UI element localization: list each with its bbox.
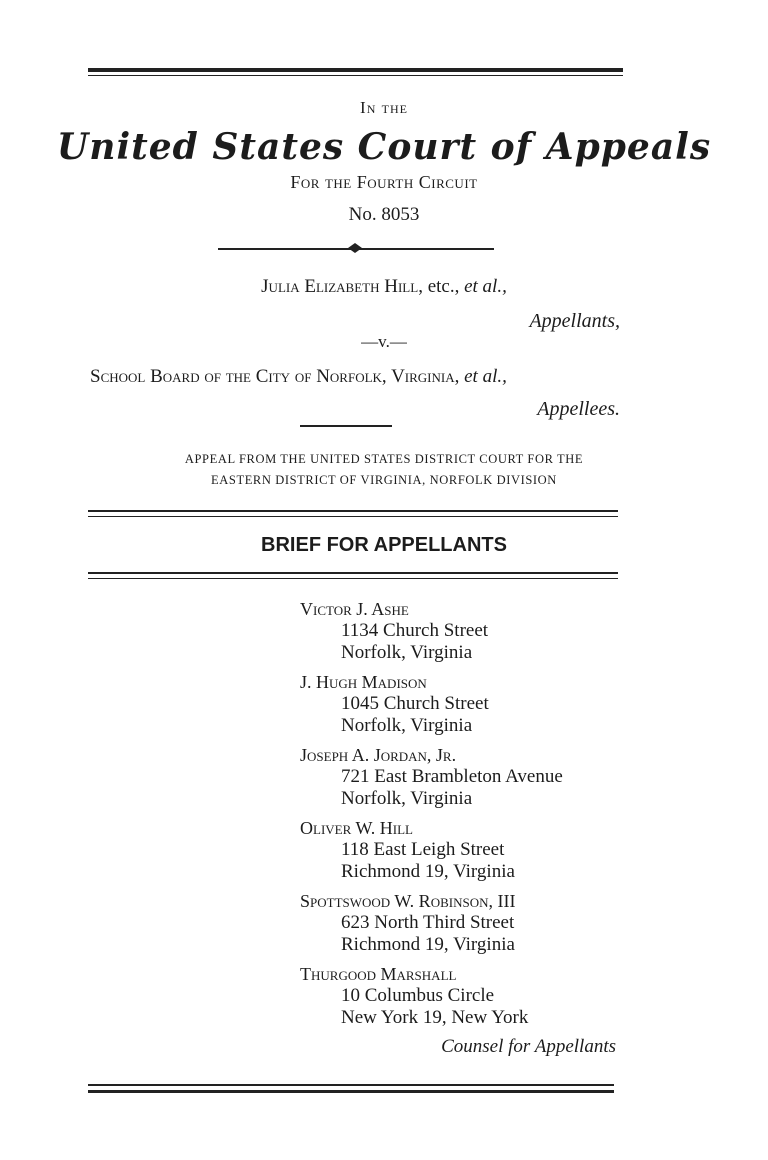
bottom-rule-1 <box>88 1084 614 1086</box>
docket-number: No. 8053 <box>348 204 420 225</box>
appellant-name: Julia Elizabeth Hill <box>261 276 419 297</box>
appeal-line-1: APPEAL FROM THE UNITED STATES DISTRICT COURT FOR THE <box>184 452 584 466</box>
counsel-address-1: 1045 Church Street <box>341 693 489 714</box>
brief-title: BRIEF FOR APPELLANTS <box>261 534 507 556</box>
counsel-address-2: New York 19, New York <box>341 1007 529 1028</box>
counsel-address-2: Norfolk, Virginia <box>341 788 473 809</box>
title-rule-top-2 <box>88 516 618 517</box>
counsel-address-2: Richmond 19, Virginia <box>341 861 515 882</box>
counsel-name: Thurgood Marshall <box>300 964 457 984</box>
appellants-role: Appellants, <box>529 310 620 332</box>
title-rule-bottom-2 <box>88 578 618 579</box>
appellee-line <box>90 366 507 388</box>
counsel-entry <box>300 671 640 737</box>
appellant-suffix: , etc., <box>418 276 465 297</box>
counsel-address-2: Norfolk, Virginia <box>341 642 473 663</box>
counsel-address-1: 10 Columbus Circle <box>341 985 495 1006</box>
counsel-entry <box>300 598 640 664</box>
counsel-name: Joseph A. Jordan, Jr. <box>300 745 457 765</box>
counsel-address-2: Norfolk, Virginia <box>341 715 473 736</box>
counsel-entry <box>300 744 640 810</box>
appeal-statement <box>0 449 768 491</box>
counsel-for-appellants: Counsel for Appellants <box>441 1036 616 1057</box>
counsel-list <box>300 598 640 1036</box>
appellant-line <box>0 276 768 298</box>
counsel-address-1: 118 East Leigh Street <box>341 839 505 860</box>
counsel-address-1: 721 East Brambleton Avenue <box>341 766 563 787</box>
appellee-name: School Board of the City of Norfolk, Virginia <box>90 366 455 387</box>
in-the-heading: In the <box>360 98 408 117</box>
counsel-address-1: 623 North Third Street <box>341 912 515 933</box>
top-rule-thin <box>88 75 623 76</box>
counsel-name: Spottswood W. Robinson, III <box>300 891 516 911</box>
appellee-etal: et al., <box>464 366 507 387</box>
bottom-rule-2 <box>88 1090 614 1093</box>
counsel-address-1: 1134 Church Street <box>341 620 489 641</box>
appeal-line-2: EASTERN DISTRICT OF VIRGINIA, NORFOLK DIVISION <box>211 473 557 487</box>
counsel-entry <box>300 890 640 956</box>
short-rule <box>300 425 392 427</box>
appellees-role: Appellees. <box>537 398 620 420</box>
title-rule-top-1 <box>88 510 618 512</box>
court-name: United States Court of Appeals <box>56 126 712 168</box>
counsel-entry <box>300 963 640 1029</box>
title-rule-bottom-1 <box>88 572 618 574</box>
top-rule-thick <box>88 68 623 72</box>
appellant-etal: et al., <box>464 276 507 297</box>
counsel-address-2: Richmond 19, Virginia <box>341 934 515 955</box>
counsel-name: Victor J. Ashe <box>300 599 409 619</box>
versus: —v.— <box>361 332 407 351</box>
counsel-entry <box>300 817 640 883</box>
diamond-ornament-icon <box>348 243 362 253</box>
circuit-line: For the Fourth Circuit <box>290 172 478 192</box>
appellee-sep: , <box>454 366 465 387</box>
counsel-name: Oliver W. Hill <box>300 818 413 838</box>
counsel-name: J. Hugh Madison <box>300 672 427 692</box>
